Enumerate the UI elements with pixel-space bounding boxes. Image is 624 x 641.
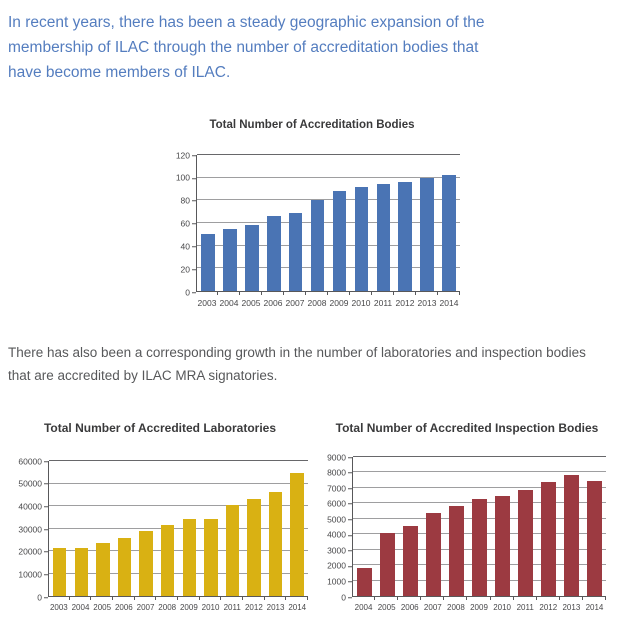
x-tick-label: 2006 [263, 298, 283, 308]
y-tick-label: 30000 [18, 525, 48, 534]
bar-2014 [442, 175, 456, 291]
x-tick-label: 2009 [179, 603, 198, 612]
bar-2013 [564, 475, 578, 596]
bar-slot [135, 461, 157, 596]
y-tick-label: 0 [185, 288, 196, 297]
y-tick-label: 4000 [327, 531, 352, 540]
x-tick-label: 2009 [329, 298, 349, 308]
bar-slot [197, 155, 219, 291]
bar-2008 [161, 525, 174, 596]
x-tick-label: 2012 [539, 603, 558, 612]
bar-slot [445, 457, 468, 596]
chart-title-accredited-inspection-bodies: Total Number of Accredited Inspection Bodies [335, 421, 599, 435]
body-paragraph: There has also been a corresponding growth in the number of laboratories and inspection bodies that are accredited by ILAC MRA signatories. [8, 345, 586, 383]
bar-slot [583, 457, 606, 596]
y-tick-label: 0 [37, 593, 48, 602]
plot-area [352, 457, 606, 597]
x-tick-label: 2014 [439, 298, 459, 308]
bar-slot [560, 457, 583, 596]
bar-slot [372, 155, 394, 291]
bar-2006 [267, 216, 281, 291]
bar-slot [376, 457, 399, 596]
bar-2010 [204, 519, 217, 596]
bar-slot [353, 457, 376, 596]
y-axis [322, 451, 352, 602]
x-tick-label: 2004 [354, 603, 373, 612]
y-tick-label: 3000 [327, 546, 352, 555]
x-tick-label: 2013 [417, 298, 437, 308]
bar-slot [399, 457, 422, 596]
bar-2005 [380, 533, 394, 596]
bar-2004 [75, 548, 88, 596]
x-tick-label: 2008 [307, 298, 327, 308]
bar-slot [222, 461, 244, 596]
x-axis-labels [48, 600, 308, 612]
y-tick-label: 0 [341, 593, 352, 602]
x-tick-label: 2004 [71, 603, 90, 612]
y-tick-label: 1000 [327, 577, 352, 586]
x-tick-label: 2008 [447, 603, 465, 612]
x-tick-label: 2011 [516, 603, 534, 612]
y-tick-label: 5000 [327, 515, 352, 524]
y-tick-label: 40 [181, 242, 196, 251]
bar-2005 [245, 225, 259, 291]
bar-slot [416, 155, 438, 291]
plot-area [196, 155, 460, 292]
x-tick-label: 2011 [223, 603, 241, 612]
bar-2007 [139, 531, 152, 596]
bar-2011 [518, 490, 532, 596]
x-tick-label: 2003 [49, 603, 68, 612]
bar-slot [286, 461, 308, 596]
bar-2009 [183, 519, 196, 596]
y-axis [10, 455, 48, 602]
y-tick-label: 20000 [18, 547, 48, 556]
x-tick-label: 2014 [585, 603, 604, 612]
x-tick-label: 2012 [244, 603, 263, 612]
plot-area [48, 461, 308, 597]
x-tick-label: 2013 [266, 603, 285, 612]
bar-slot [200, 461, 222, 596]
x-tick-label: 2010 [351, 298, 371, 308]
bar-2006 [403, 526, 417, 596]
y-tick-label: 7000 [327, 484, 352, 493]
bar-slot [265, 461, 287, 596]
y-tick-label: 120 [176, 151, 196, 160]
accreditation-bodies-chart [164, 119, 460, 308]
bar-slot [307, 155, 329, 291]
bar-2014 [290, 473, 303, 596]
bottom-charts-row [10, 421, 612, 612]
x-tick-label: 2007 [285, 298, 305, 308]
y-tick-label: 50000 [18, 479, 48, 488]
x-tick-label: 2014 [288, 603, 307, 612]
bars [49, 461, 308, 596]
bar-2007 [289, 213, 303, 291]
y-tick-label: 60 [181, 219, 196, 228]
bar-slot [178, 461, 200, 596]
bar-2008 [449, 506, 463, 596]
y-tick-label: 9000 [327, 453, 352, 462]
bar-2005 [96, 543, 109, 596]
y-tick-label: 40000 [18, 502, 48, 511]
y-axis [164, 149, 196, 297]
bar-slot [514, 457, 537, 596]
x-tick-label: 2012 [395, 298, 415, 308]
bar-2009 [333, 191, 347, 291]
bars [353, 457, 606, 596]
bar-slot [468, 457, 491, 596]
bar-slot [285, 155, 307, 291]
x-tick-label: 2009 [470, 603, 488, 612]
x-tick-label: 2008 [158, 603, 177, 612]
bar-2014 [587, 481, 601, 596]
bar-slot [243, 461, 265, 596]
bar-slot [422, 457, 445, 596]
bar-2010 [355, 187, 369, 291]
bar-2012 [398, 182, 412, 291]
bar-2010 [495, 496, 509, 596]
x-axis-labels [352, 600, 606, 612]
y-tick-label: 20 [181, 265, 196, 274]
x-tick-label: 2006 [114, 603, 133, 612]
bar-2003 [53, 548, 66, 596]
x-tick-label: 2005 [93, 603, 112, 612]
bar-slot [263, 155, 285, 291]
bar-slot [350, 155, 372, 291]
y-tick-label: 60000 [18, 457, 48, 466]
x-tick-label: 2007 [423, 603, 442, 612]
y-tick-label: 2000 [327, 562, 352, 571]
bar-2004 [223, 229, 237, 291]
bar-slot [491, 457, 514, 596]
bar-2012 [541, 482, 555, 596]
bar-slot [241, 155, 263, 291]
bar-2013 [269, 492, 282, 596]
bar-slot [394, 155, 416, 291]
x-tick-label: 2010 [493, 603, 511, 612]
accredited-laboratories-chart [10, 421, 310, 612]
intro-paragraph: In recent years, there has been a steady geographic expansion of the membership of ILAC through the number of accreditation bodies that have become members of ILAC. [8, 14, 485, 81]
y-tick-label: 6000 [327, 499, 352, 508]
y-tick-label: 8000 [327, 468, 352, 477]
bar-slot [92, 461, 114, 596]
y-tick-label: 80 [181, 196, 196, 205]
bar-2003 [201, 234, 215, 291]
bar-slot [71, 461, 93, 596]
bar-2013 [420, 178, 434, 291]
bar-slot [49, 461, 71, 596]
chart-title-accredited-laboratories: Total Number of Accredited Laboratories [43, 421, 277, 435]
x-tick-label: 2010 [201, 603, 220, 612]
bar-2004 [357, 568, 371, 596]
bar-slot [219, 155, 241, 291]
x-axis-labels [196, 295, 460, 308]
bar-slot [157, 461, 179, 596]
x-tick-label: 2005 [377, 603, 396, 612]
bar-2011 [377, 184, 391, 291]
bars [197, 155, 460, 291]
bar-slot [537, 457, 560, 596]
x-tick-label: 2003 [197, 298, 217, 308]
bar-2008 [311, 200, 325, 291]
bar-2007 [426, 513, 440, 596]
x-tick-label: 2005 [241, 298, 261, 308]
bar-slot [114, 461, 136, 596]
bar-2012 [247, 499, 260, 596]
x-tick-label: 2011 [373, 298, 393, 308]
y-tick-label: 10000 [18, 570, 48, 579]
x-tick-label: 2004 [219, 298, 239, 308]
bar-2011 [226, 505, 239, 596]
x-tick-label: 2006 [400, 603, 419, 612]
accredited-inspection-bodies-chart [322, 421, 612, 612]
x-tick-label: 2013 [562, 603, 581, 612]
bar-slot [438, 155, 460, 291]
bar-2009 [472, 499, 486, 596]
bar-slot [329, 155, 351, 291]
bar-2006 [118, 538, 131, 597]
chart-title-accreditation-bodies: Total Number of Accreditation Bodies [209, 119, 415, 131]
y-tick-label: 100 [176, 174, 196, 183]
x-tick-label: 2007 [136, 603, 155, 612]
